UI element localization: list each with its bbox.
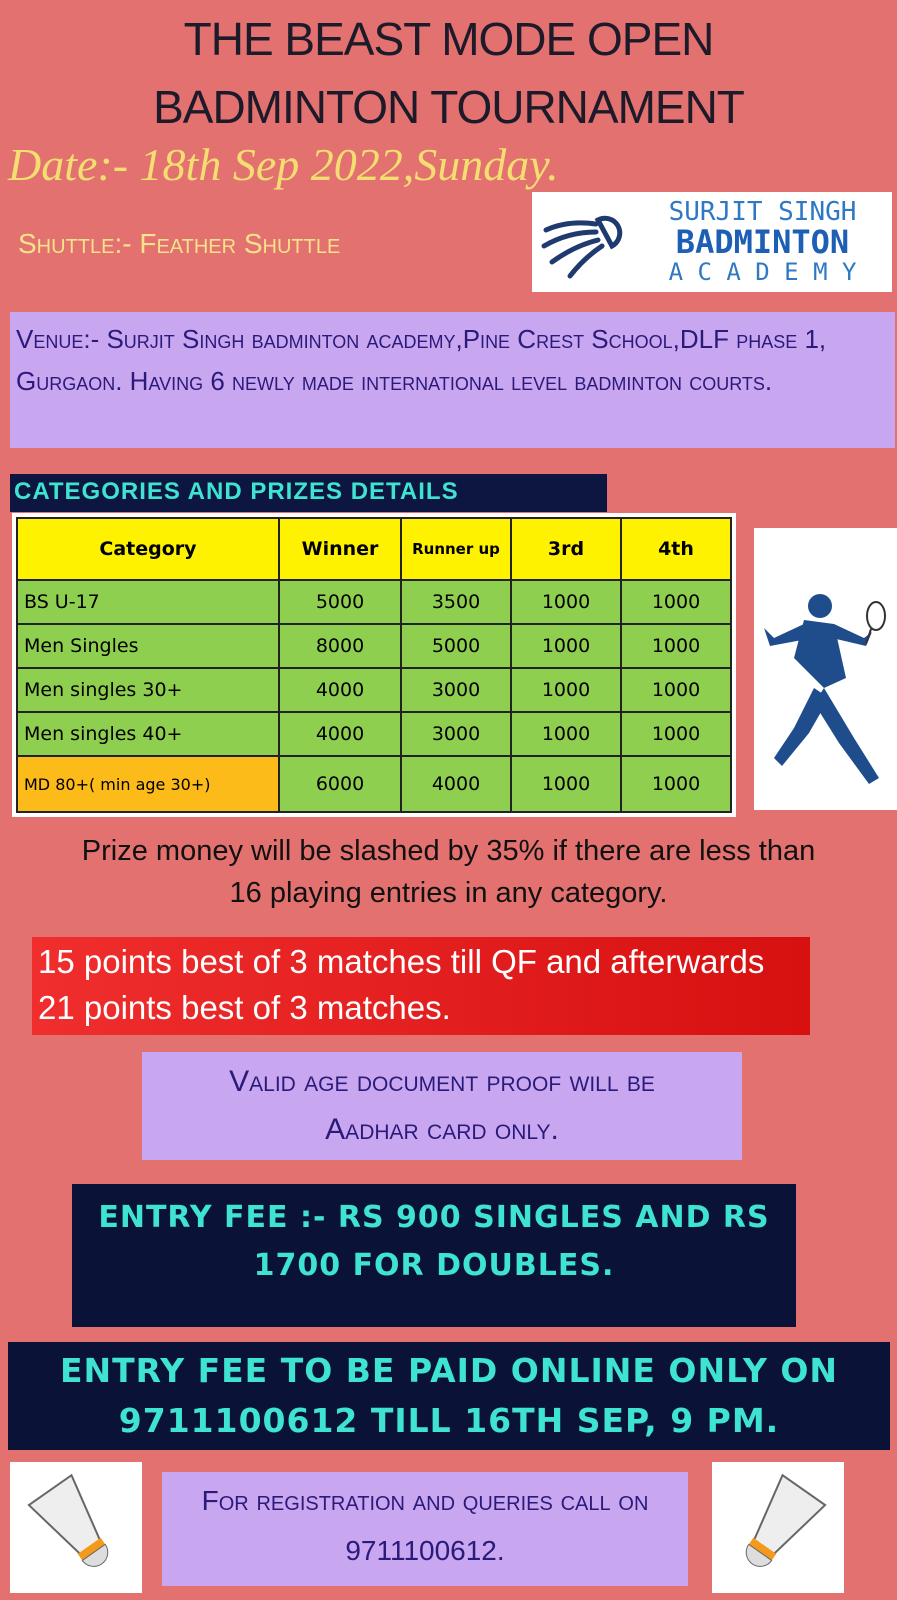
prize-table xyxy=(16,517,732,813)
logo-line-3: A C A D E M Y xyxy=(668,257,857,286)
prize-cell: 4000 xyxy=(279,668,401,712)
prize-cell: 6000 xyxy=(279,756,401,812)
prize-cell: 4000 xyxy=(401,756,511,812)
table-row xyxy=(17,580,731,624)
title-line-2: BADMINTON TOURNAMENT xyxy=(153,81,744,133)
table-row xyxy=(17,756,731,812)
prize-cell: 3000 xyxy=(401,712,511,756)
shuttlecock-icon xyxy=(712,1462,844,1593)
logo-line-2: BADMINTON xyxy=(675,223,850,262)
prize-cell: 1000 xyxy=(621,668,731,712)
event-date: Date:- 18th Sep 2022,Sunday. xyxy=(8,139,559,190)
title-line-1: THE BEAST MODE OPEN xyxy=(183,13,714,65)
prize-cell: 1000 xyxy=(511,712,621,756)
table-row xyxy=(17,712,731,756)
prize-cell: 3500 xyxy=(401,580,511,624)
categories-heading: CATEGORIES AND PRIZES DETAILS xyxy=(10,474,607,512)
prize-cell: 1000 xyxy=(621,580,731,624)
prize-cell: 5000 xyxy=(279,580,401,624)
payment-info: ENTRY FEE TO BE PAID ONLINE ONLY ON 9711100612 TILL 16TH SEP, 9 PM. xyxy=(8,1342,890,1450)
prize-cell: 1000 xyxy=(511,580,621,624)
header-4th: 4th xyxy=(621,518,731,580)
age-proof-note: Valid age document proof will be Aadhar card only. xyxy=(142,1052,742,1160)
shuttlecock-logo-icon xyxy=(538,202,633,282)
header-category: Category xyxy=(17,518,279,580)
prize-cell: 4000 xyxy=(279,712,401,756)
prize-cell: 1000 xyxy=(621,756,731,812)
prize-cell: 3000 xyxy=(401,668,511,712)
category-cell: Men singles 30+ xyxy=(17,668,279,712)
venue-info: Venue:- Surjit Singh badminton academy,Pine Crest School,DLF phase 1, Gurgaon. Having 6 newly made international level badminton courts. xyxy=(10,312,895,448)
prize-cell: 5000 xyxy=(401,624,511,668)
table-row xyxy=(17,668,731,712)
category-cell: MD 80+( min age 30+) xyxy=(17,756,279,812)
shuttle-info: Shuttle:- Feather Shuttle xyxy=(18,228,341,259)
prize-cell: 8000 xyxy=(279,624,401,668)
header-runner-up: Runner up xyxy=(401,518,511,580)
shuttlecock-image-right xyxy=(712,1462,844,1593)
entry-fee: ENTRY FEE :- RS 900 SINGLES AND RS 1700 FOR DOUBLES. xyxy=(72,1184,796,1327)
prize-cell: 1000 xyxy=(621,624,731,668)
prize-cell: 1000 xyxy=(511,668,621,712)
prize-cell: 1000 xyxy=(621,712,731,756)
registration-info: For registration and queries call on 9711100612. xyxy=(162,1472,688,1586)
shuttlecock-icon xyxy=(10,1462,142,1593)
prize-cell: 1000 xyxy=(511,756,621,812)
prize-note: Prize money will be slashed by 35% if there are less than 16 playing entries in any category. xyxy=(81,835,816,909)
logo-line-1: SURJIT SINGH xyxy=(668,196,857,227)
category-cell: Men Singles xyxy=(17,624,279,668)
header-winner: Winner xyxy=(279,518,401,580)
category-cell: Men singles 40+ xyxy=(17,712,279,756)
table-header-row xyxy=(17,518,731,580)
header-3rd: 3rd xyxy=(511,518,621,580)
badminton-player-image xyxy=(754,528,897,810)
prize-cell: 1000 xyxy=(511,624,621,668)
match-rules: 15 points best of 3 matches till QF and afterwards 21 points best of 3 matches. xyxy=(32,937,810,1035)
table-row xyxy=(17,624,731,668)
category-cell: BS U-17 xyxy=(17,580,279,624)
academy-logo xyxy=(532,192,892,292)
shuttlecock-image-left xyxy=(10,1462,142,1593)
